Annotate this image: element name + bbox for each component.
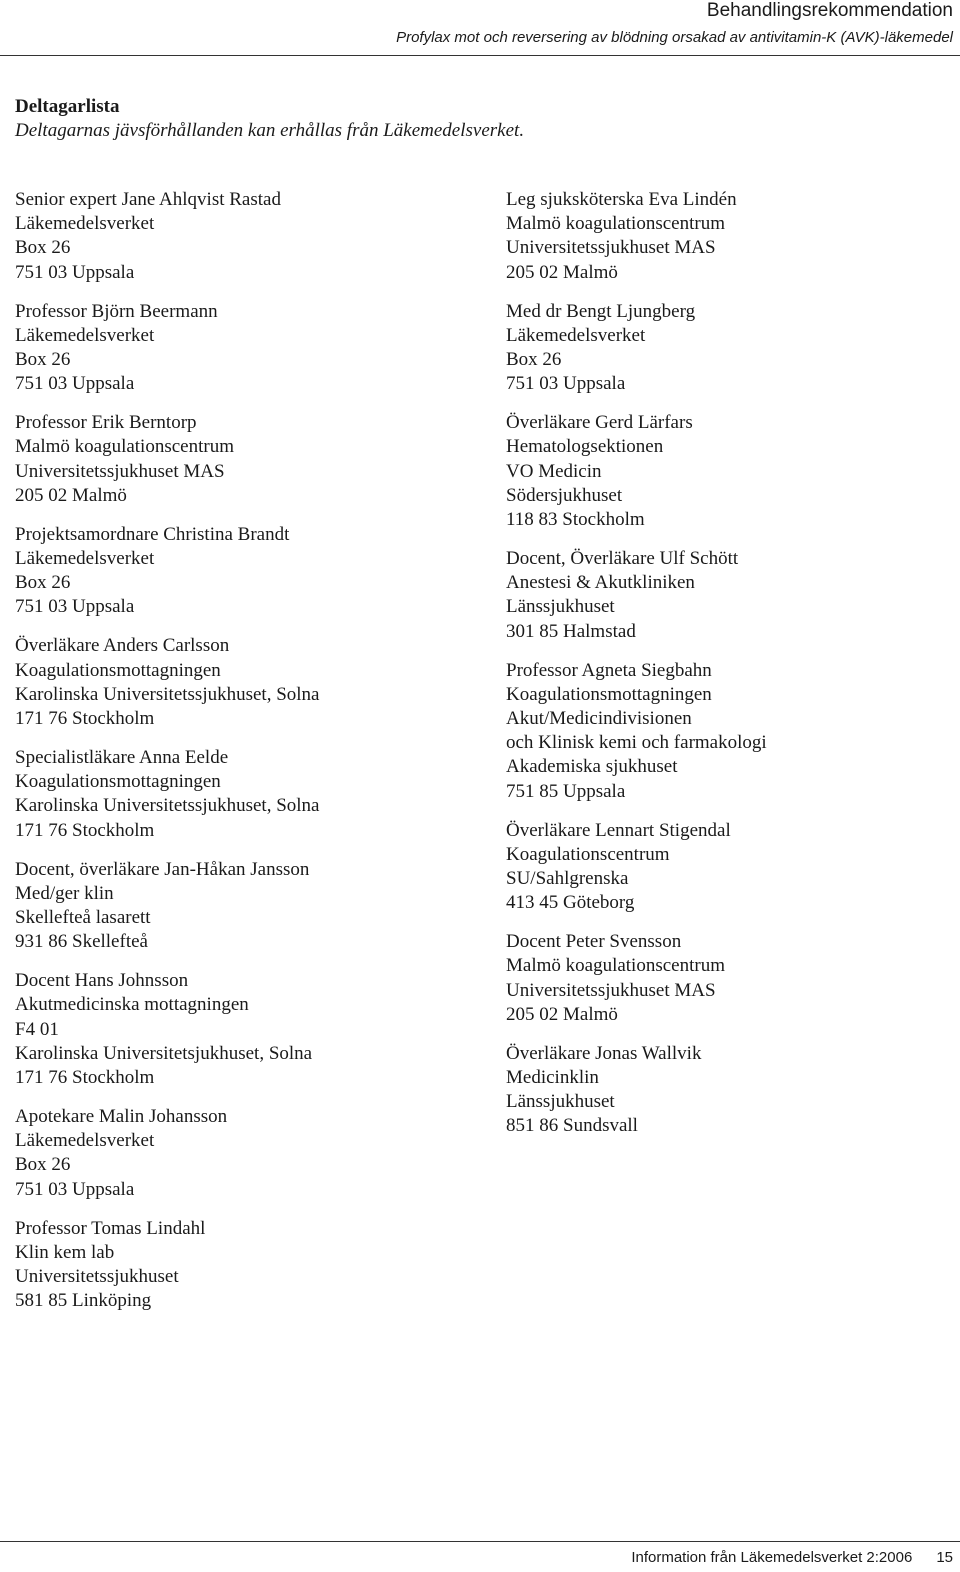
participant-address-line: Box 26 bbox=[15, 572, 71, 594]
participant-address-line: 851 86 Sundsvall bbox=[506, 1115, 638, 1137]
participant-name: Leg sjuksköterska Eva Lindén bbox=[506, 189, 737, 210]
participant-address-line: Universitetssjukhuset MAS bbox=[15, 460, 225, 482]
participant-entry bbox=[15, 858, 485, 955]
participant-address-line: 751 03 Uppsala bbox=[15, 261, 135, 283]
participant-address-line: Läkemedelsverket bbox=[15, 213, 155, 235]
page-number: 15 bbox=[936, 1549, 953, 1566]
participant-address-line: 413 45 Göteborg bbox=[506, 892, 635, 914]
participant-address-line: och Klinisk kemi och farmakologi bbox=[506, 732, 767, 754]
page-footer bbox=[631, 1549, 953, 1566]
participant-address-line: Box 26 bbox=[15, 1154, 71, 1176]
participant-address-line: Medicinklin bbox=[506, 1067, 599, 1089]
participant-entry bbox=[15, 188, 485, 285]
participant-address-line: Koagulationscentrum bbox=[506, 843, 670, 865]
participant-entry bbox=[506, 659, 956, 804]
participant-name: Docent, överläkare Jan-Håkan Jansson bbox=[15, 858, 310, 880]
participant-address-line: Klin kem lab bbox=[15, 1241, 115, 1263]
participant-name: Överläkare Jonas Wallvik bbox=[506, 1042, 702, 1064]
participant-address-line: Skellefteå lasarett bbox=[15, 907, 151, 929]
participant-address-line: Länssjukhuset bbox=[506, 596, 615, 618]
participant-address-line: Universitetssjukhuset MAS bbox=[506, 979, 716, 1001]
participant-address-line: 931 86 Skellefteå bbox=[15, 931, 148, 953]
participant-address-line: Läkemedelsverket bbox=[15, 548, 155, 570]
participant-entry bbox=[15, 300, 485, 397]
header-divider bbox=[0, 55, 960, 56]
participant-address-line: 205 02 Malmö bbox=[15, 484, 127, 506]
participant-entry bbox=[15, 1217, 485, 1314]
participant-address-line: 301 85 Halmstad bbox=[506, 620, 636, 642]
participant-entry bbox=[15, 746, 485, 843]
participant-address-line: 751 03 Uppsala bbox=[15, 373, 135, 395]
participant-entry bbox=[506, 1042, 956, 1139]
participant-address-line: 581 85 Linköping bbox=[15, 1290, 152, 1312]
participant-address-line: Malmö koagulationscentrum bbox=[506, 955, 725, 977]
participant-name: Professor Björn Beermann bbox=[15, 300, 218, 322]
participant-address-line: 171 76 Stockholm bbox=[15, 708, 155, 730]
participant-address-line: SU/Sahlgrenska bbox=[506, 868, 629, 890]
participant-address-line: VO Medicin bbox=[506, 460, 602, 482]
participant-entry bbox=[506, 547, 956, 644]
participant-entry bbox=[506, 300, 956, 397]
participant-address-line: Box 26 bbox=[506, 349, 562, 371]
participant-address-line: Läkemedelsverket bbox=[15, 324, 155, 346]
participant-address-line: F4 01 bbox=[15, 1018, 59, 1040]
participant-address-line: Anestesi & Akutkliniken bbox=[506, 572, 695, 594]
participant-address-line: Koagulationsmottagningen bbox=[15, 771, 221, 793]
participant-entry bbox=[506, 411, 956, 532]
participant-address-line: 205 02 Malmö bbox=[506, 261, 618, 283]
participant-name: Professor Agneta Siegbahn bbox=[506, 659, 712, 681]
participant-address-line: 171 76 Stockholm bbox=[15, 819, 155, 841]
participant-name: Överläkare Lennart Stigendal bbox=[506, 819, 731, 841]
participant-address-line: Läkemedelsverket bbox=[15, 1130, 155, 1152]
participant-list-right-column bbox=[506, 188, 956, 1153]
section-subtitle: Deltagarnas jävsförhållanden kan erhållas från Läkemedelsverket. bbox=[15, 120, 525, 141]
participant-entry bbox=[15, 523, 485, 620]
participant-name: Docent, Överläkare Ulf Schött bbox=[506, 548, 739, 570]
participant-name: Överläkare Gerd Lärfars bbox=[506, 412, 693, 434]
participant-address-line: Akut/Medicindivisionen bbox=[506, 708, 692, 730]
participant-address-line: Hematologsektionen bbox=[506, 436, 664, 458]
participant-address-line: Koagulationsmottagningen bbox=[15, 659, 221, 681]
participant-name: Docent Hans Johnsson bbox=[15, 970, 189, 992]
participant-address-line: Malmö koagulationscentrum bbox=[506, 213, 725, 235]
participant-address-line: Länssjukhuset bbox=[506, 1091, 615, 1113]
participant-address-line: 118 83 Stockholm bbox=[506, 509, 645, 531]
participant-address-line: Karolinska Universitetssjukhuset, Solna bbox=[15, 683, 320, 705]
participant-entry bbox=[15, 969, 485, 1090]
participant-address-line: 751 85 Uppsala bbox=[506, 780, 626, 802]
participant-address-line: Med/ger klin bbox=[15, 882, 114, 904]
participant-name: Senior expert Jane Ahlqvist Rastad bbox=[15, 189, 281, 210]
participant-address-line: Malmö koagulationscentrum bbox=[15, 436, 234, 458]
participant-entry bbox=[15, 411, 485, 508]
participant-name: Apotekare Malin Johansson bbox=[15, 1106, 228, 1128]
footer-source: Information från Läkemedelsverket 2:2006 bbox=[631, 1549, 913, 1566]
document-header-subtitle: Profylax mot och reversering av blödning orsakad av antivitamin-K (AVK)-läkemedel bbox=[396, 29, 953, 46]
participant-name: Docent Peter Svensson bbox=[506, 931, 682, 953]
participant-address-line: Södersjukhuset bbox=[506, 484, 623, 506]
participant-address-line: Akademiska sjukhuset bbox=[506, 756, 678, 778]
participant-name: Överläkare Anders Carlsson bbox=[15, 635, 230, 657]
participant-name: Professor Erik Berntorp bbox=[15, 412, 197, 434]
participant-entry bbox=[15, 634, 485, 731]
participant-name: Projektsamordnare Christina Brandt bbox=[15, 523, 290, 545]
participant-address-line: 751 03 Uppsala bbox=[506, 373, 626, 395]
participant-name: Med dr Bengt Ljungberg bbox=[506, 300, 696, 322]
participant-list-left-column bbox=[15, 188, 485, 1328]
participant-address-line: Universitetssjukhuset MAS bbox=[506, 237, 716, 259]
participant-address-line: Läkemedelsverket bbox=[506, 324, 646, 346]
participant-name: Professor Tomas Lindahl bbox=[15, 1217, 206, 1239]
participant-address-line: Box 26 bbox=[15, 349, 71, 371]
participant-address-line: 171 76 Stockholm bbox=[15, 1067, 155, 1089]
section-title: Deltagarlista bbox=[15, 96, 120, 117]
document-header-title: Behandlingsrekommendation bbox=[706, 0, 953, 21]
participant-entry bbox=[506, 188, 956, 285]
footer-divider bbox=[0, 1541, 960, 1542]
participant-address-line: Koagulationsmottagningen bbox=[506, 683, 712, 705]
participant-address-line: 751 03 Uppsala bbox=[15, 596, 135, 618]
participant-entry bbox=[506, 930, 956, 1027]
participant-address-line: Karolinska Universitetsjukhuset, Solna bbox=[15, 1042, 313, 1064]
participant-address-line: 751 03 Uppsala bbox=[15, 1178, 135, 1200]
participant-entry bbox=[506, 819, 956, 916]
participant-address-line: 205 02 Malmö bbox=[506, 1003, 618, 1025]
participant-name: Specialistläkare Anna Eelde bbox=[15, 747, 229, 769]
participant-address-line: Universitetssjukhuset bbox=[15, 1266, 179, 1288]
participant-entry bbox=[15, 1105, 485, 1202]
participant-address-line: Akutmedicinska mottagningen bbox=[15, 994, 249, 1016]
participant-address-line: Karolinska Universitetssjukhuset, Solna bbox=[15, 795, 320, 817]
participant-address-line: Box 26 bbox=[15, 237, 71, 259]
